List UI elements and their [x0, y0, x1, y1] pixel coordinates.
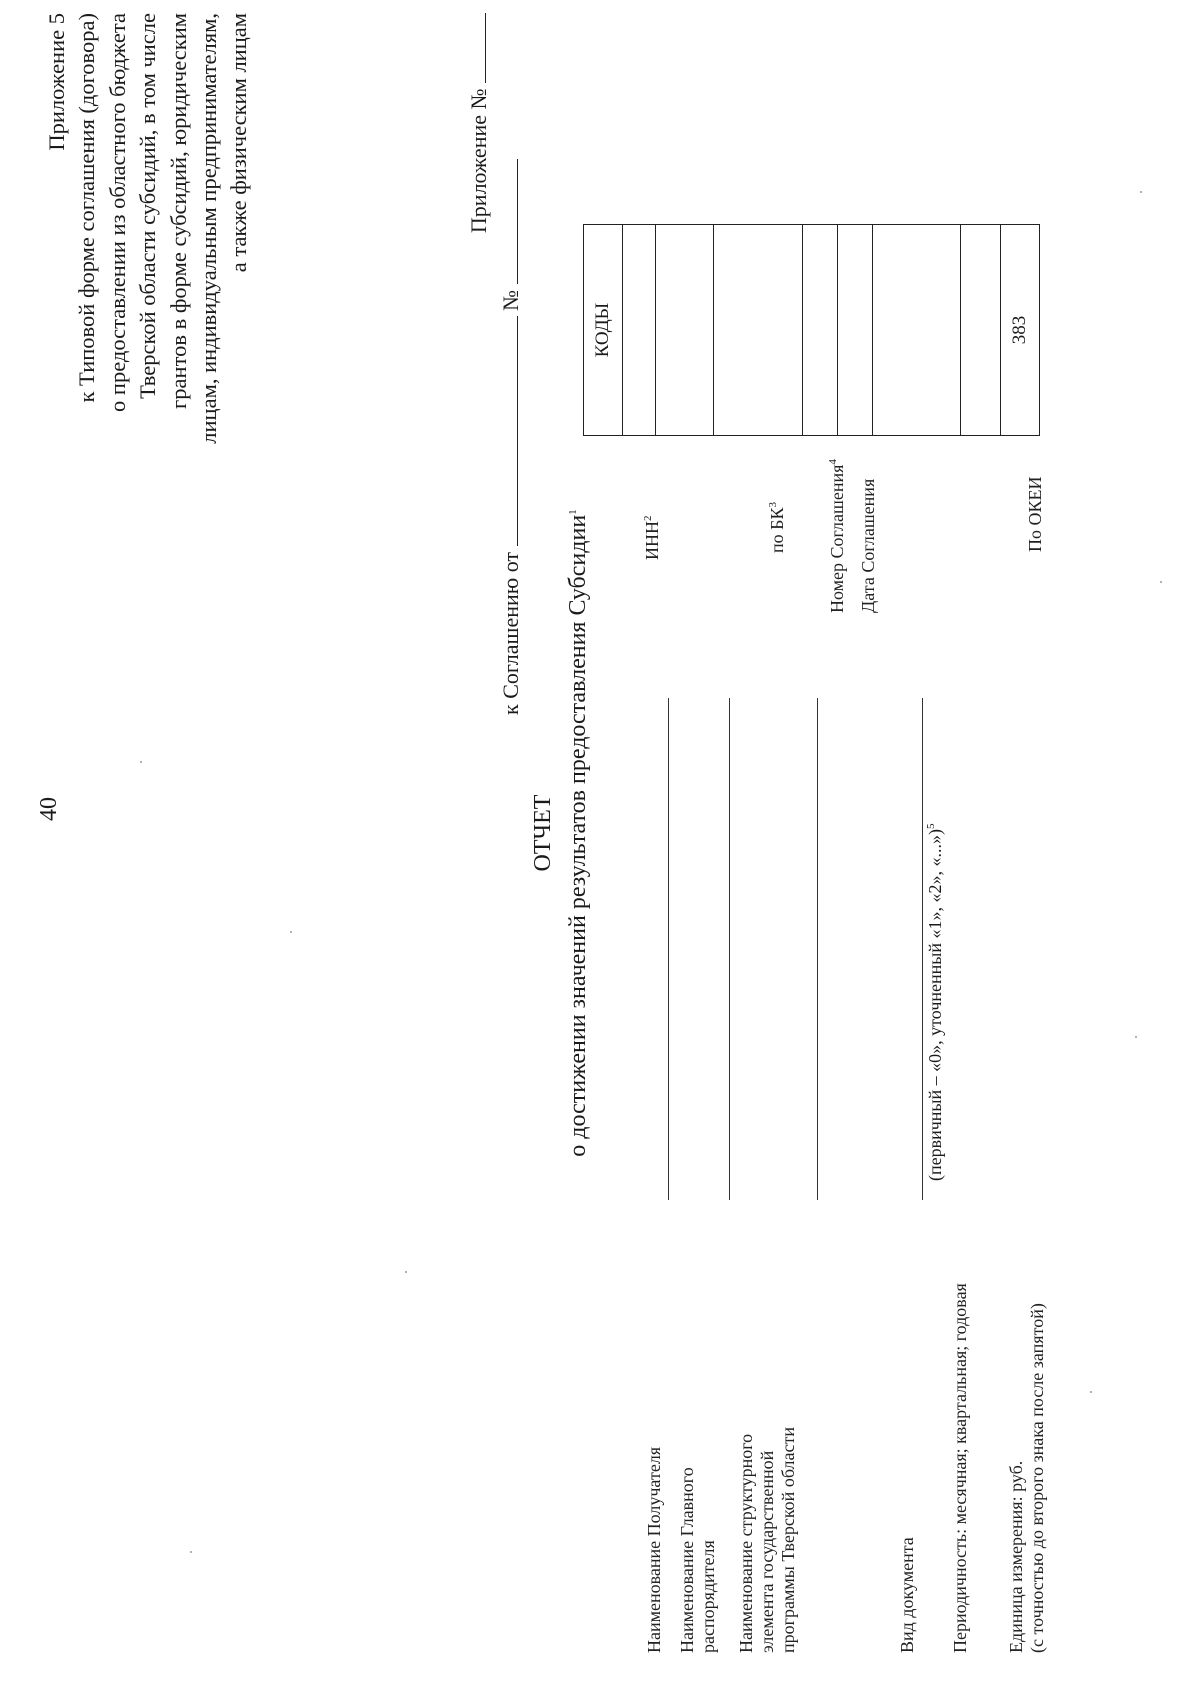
program-element-label: Наименование структурного элемента государственной программы Тверской области [736, 1427, 798, 1653]
agreement-reference-line [495, 15, 526, 715]
code-cell-bk[interactable] [714, 225, 803, 436]
attachment-number-blank[interactable] [465, 13, 486, 83]
agreement-date-label: Дата Соглашения [858, 478, 878, 613]
periodicity-label: Периодичность: месячная; квартальная; годовая [950, 1283, 970, 1653]
appendix-line: а также физическим лицам [226, 13, 252, 273]
agreement-prefix: к Соглашению от [498, 551, 523, 715]
code-cell-manager[interactable] [656, 225, 714, 436]
appendix-line: Тверской области субсидий, в том числе [135, 13, 161, 399]
bk-label: по $БК^3$ [767, 502, 787, 553]
code-cell-agreement-number[interactable] [803, 225, 838, 436]
recipient-name-label: Наименование Получателя [644, 1446, 664, 1653]
appendix-reference [42, 13, 255, 453]
report-title [528, 333, 593, 1333]
doc-type-field[interactable] [922, 698, 923, 1200]
unit-label: Единица измерения: руб. (с точностью до второго знака после запятой) [1006, 1303, 1047, 1653]
program-element-field[interactable] [817, 698, 818, 1200]
codes-table [583, 224, 1040, 436]
manager-name-field[interactable] [729, 698, 730, 1200]
report-title-main: ОТЧЕТ [530, 794, 556, 872]
agreement-date-blank[interactable] [495, 316, 518, 546]
okei-label: По ОКЕИ [1025, 476, 1045, 552]
code-cell-agreement-date[interactable] [838, 225, 873, 436]
agreement-number-label: № [498, 289, 523, 311]
code-cell-okei: 383 [1001, 225, 1040, 436]
attachment-label: Приложение № [466, 88, 491, 234]
page-number: 40 [36, 797, 62, 821]
inn-label: ИНН$^2$ [642, 515, 662, 560]
appendix-line: лицам, индивидуальным предпринимателям, [196, 13, 222, 444]
report-title-sub: о достижении значений результатов предоставления Субсидии$^1$ [565, 509, 591, 1157]
doc-type-label: Вид документа [897, 1537, 917, 1653]
code-cell-doc-type[interactable] [873, 225, 961, 436]
code-cell-inn[interactable] [623, 225, 656, 436]
codes-header: КОДЫ [584, 225, 623, 436]
code-cell-periodicity[interactable] [961, 225, 1001, 436]
manager-name-label: Наименование Главного распорядителя [677, 1467, 718, 1653]
appendix-line: о предоставлении из областного бюджета [104, 13, 130, 412]
doc-type-hint: (первичный – «0», уточненный «1», «2», «...»)$^5$ [925, 823, 945, 1181]
appendix-line: грантов в форме субсидий, юридическим [165, 13, 191, 409]
agreement-number-blank[interactable] [495, 159, 518, 284]
recipient-name-field[interactable] [668, 698, 669, 1200]
appendix-line: к Типовой форме соглашения (договора) [74, 13, 100, 403]
agreement-number-label: Номер Соглашения$^4$ [827, 459, 847, 613]
appendix-heading: Приложение 5 [44, 13, 69, 151]
attachment-number-line [464, 13, 494, 533]
